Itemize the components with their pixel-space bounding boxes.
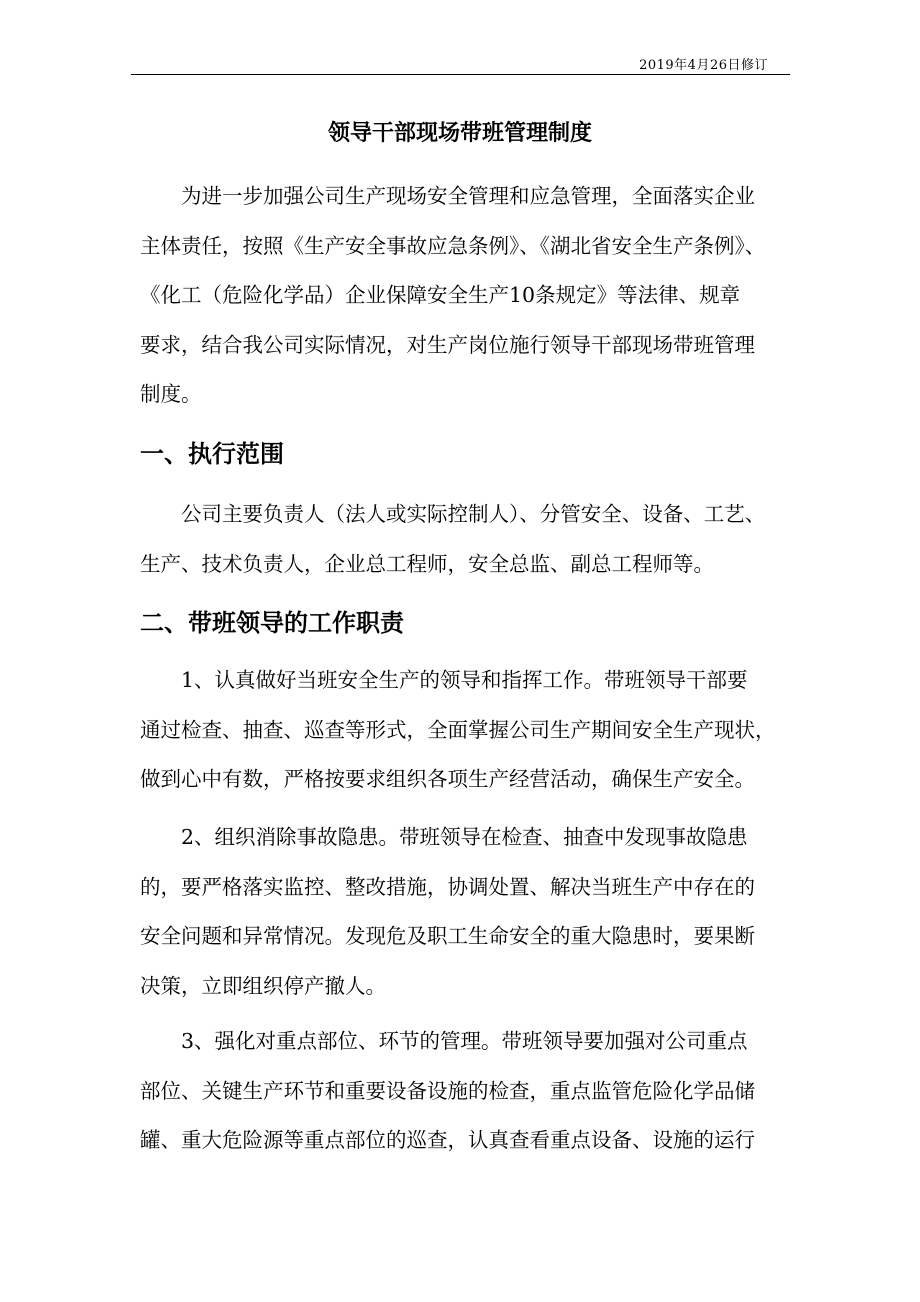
paragraph-line: 为进一步加强公司生产现场安全管理和应急管理，全面落实企业 [181,184,755,208]
paragraph-line: 安全问题和异常情况。发现危及职工生命安全的重大隐患时，要果断 [140,924,755,948]
document-title: 领导干部现场带班管理制度 [327,121,592,146]
revision-note: 2019年4月26日修订 [639,58,768,73]
duty-item-1 [140,656,790,805]
paragraph-line: 罐、重大危险源等重点部位的巡查，认真查看重点设备、设施的运行 [140,1128,755,1152]
duty-item-2 [140,813,790,1011]
paragraph-line: 2、组织消除事故隐患。带班领导在检查、抽查中发现事故隐患 [181,825,748,849]
paragraph-line: 通过检查、抽查、巡查等形式，全面掌握公司生产期间安全生产现状， [140,717,776,742]
paragraph-line: 决策，立即组织停产撤人。 [140,973,386,998]
paragraph-line: 3、强化对重点部位、环节的管理。带班领导要加强对公司重点 [181,1029,748,1053]
paragraph-line: 《化工（危险化学品）企业保障安全生产10条规定》等法律、规章 [140,283,741,307]
paragraph-line: 公司主要负责人（法人或实际控制人）、分管安全、设备、工艺、 [181,502,766,526]
duty-item-3 [140,1017,790,1166]
section-heading-scope: 一、执行范围 [140,440,284,468]
section-heading-duties: 二、带班领导的工作职责 [140,609,404,637]
paragraph-line: 制度。 [140,382,202,406]
paragraph-line: 部位、关键生产环节和重要设备设施的检查，重点监管危险化学品储 [140,1078,755,1103]
paragraph-line: 1、认真做好当班安全生产的领导和指挥工作。带班领导干部要 [181,668,748,692]
scope-paragraph [140,490,790,589]
paragraph-line: 主体责任，按照《生产安全事故应急条例》、《湖北省安全生产条例》、 [140,233,766,258]
paragraph-line: 要求，结合我公司实际情况，对生产岗位施行领导干部现场带班管理 [140,332,755,357]
intro-paragraph [140,172,790,420]
header-divider [131,74,790,75]
paragraph-line: 生产、技术负责人，企业总工程师，安全总监、副总工程师等。 [140,551,714,576]
paragraph-line: 的，要严格落实监控、整改措施，协调处置、解决当班生产中存在的 [140,874,755,899]
paragraph-line: 做到心中有数，严格按要求组织各项生产经营活动，确保生产安全。 [140,767,755,791]
